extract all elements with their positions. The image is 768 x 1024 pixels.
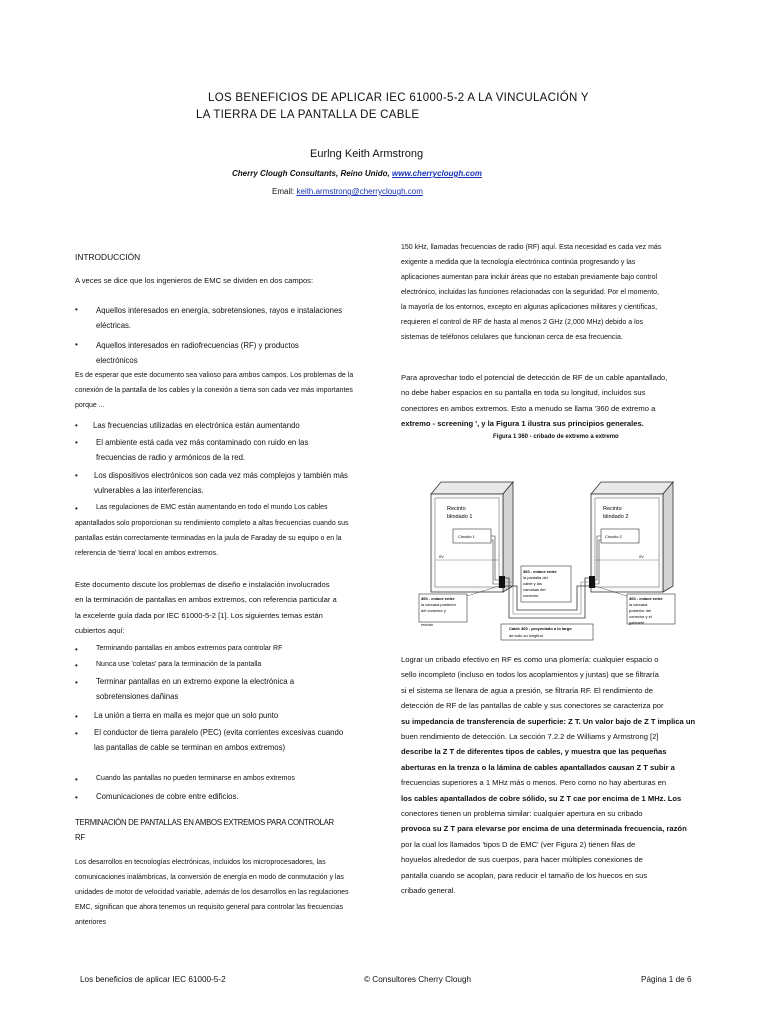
list-item: Aquellos interesados en radiofrecuencias (RF) y productos electrónicos [96, 341, 299, 365]
email-line [272, 187, 423, 196]
callout-right-line: conector y el [629, 614, 652, 619]
label-0v-right: 0V [639, 554, 644, 559]
bullet: • [75, 712, 78, 721]
title-line-1: LOS BENEFICIOS DE APLICAR IEC 61000-5-2 A LA VINCULACIÓN Y [208, 92, 589, 104]
affiliation-text: Cherry Clough Consultants, Reino Unido, [232, 169, 390, 178]
callout-center-line: 360 - enlace entre [523, 569, 557, 574]
label-0v-left: 0V [439, 554, 444, 559]
callout-right-line: gabinete [629, 620, 645, 625]
callout-left-line: la carcasa posterior [421, 602, 456, 607]
list-item: Los dispositivos electrónicos son cada vez más complejos y también más vulnerables a las interferencias. [94, 471, 348, 495]
list-item: Terminando pantallas en ambos extremos para controlar RF [96, 645, 283, 652]
list-item: Las regulaciones de EMC están aumentando en todo el mundo Los cables [96, 504, 328, 511]
connector-left [499, 576, 505, 588]
callout-left-line: del conector y [421, 608, 446, 613]
callout-center-line: conector [523, 593, 539, 598]
paragraph-intro: A veces se dice que los ingenieros de EMC se dividen en dos campos: [75, 276, 314, 285]
list-item: Terminar pantallas en un extremo expone la electrónica a sobretensiones dañinas [96, 677, 295, 701]
figure-1-diagram [405, 446, 695, 642]
callout-center-line: cable y las [523, 581, 542, 586]
list-item: Cuando las pantallas no pueden terminarse en ambos extremos [96, 775, 295, 782]
paragraph: 150 kHz, llamadas frecuencias de radio (RF) aquí. Esta necesidad es cada vez más exigente a medida que la tecnología electrónica continúa progresando y las aplicaciones aumentan para incluir áreas que no estaban previamente bajo control electrónico, incluidas las funciones relacionadas con la seguridad. Por el momento, la mayoría de los entornos, excepto en algunas aplicaciones militares y científicas, requieren el control de RF de hasta al menos 2 GHz (2,000 MHz) debido a los sistemas de teléfonos celulares que funcionan cerca de esa frecuencia. [401, 244, 662, 341]
paragraph: Es de esperar que este documento sea valioso para ambos campos. Los problemas de la conexión de la pantalla de los cables y la conexión a tierra son cada vez más importantes porque ... [75, 372, 354, 409]
bullet: • [75, 438, 78, 447]
circuit-1-label: Circuito 1 [458, 534, 475, 539]
list-item: Aquellos interesados en energía, sobretensiones, rayos e instalaciones eléctricas. [96, 306, 343, 330]
bullet: • [75, 793, 78, 802]
heading-introduccion: INTRODUCCIÓN [75, 252, 141, 262]
label-blindado-2: blindado 2 [603, 514, 629, 520]
paragraph-topics: Este documento discute los problemas de diseño e instalación involucrados en la terminación de pantallas en ambos extremos, con referencia particular a la excelente guía dada por IEC 61000-5-2 [1]. Los siguientes temas están cubiertos aquí: [75, 580, 337, 636]
paragraph: Los desarrollos en tecnologías electrónicas, incluidos los microprocesadores, las comunicaciones inalámbricas, la conversión de energía en modo de conmutación y las unidades de motor de velocidad variable, además de los desarrollos en las regulaciones EMC, significan que ahora tenemos un requisito general para controlar las frecuencias anteriores [75, 859, 349, 926]
affiliation [232, 169, 482, 178]
callout-right-line: 360 - enlace entre [629, 596, 663, 601]
footer-center: © Consultores Cherry Clough [364, 975, 472, 984]
paragraph: apantallados solo proporcionan su rendimiento completo a altas frecuencias cuando sus pantallas están correctamente terminadas en la jaula de Faraday de su equipo o en la referencia de 'tierra' local en ambos extremos. [75, 520, 349, 557]
footer-left: Los beneficios de aplicar IEC 61000-5-2 [80, 975, 226, 984]
bullet: • [75, 471, 78, 480]
bullet: • [75, 305, 78, 314]
bullet: • [75, 340, 78, 349]
callout-center-line: la pantalla del [523, 575, 548, 580]
paragraph-zt: Lograr un cribado efectivo en RF es como una plomería: cualquier espacio o sello incompleto (incluso en todos los acoplamientos y juntas) que se filtraría si el sistema se llenara de agua a presión, se filtraría RF. El rendimiento de detección de RF de las pantallas de cable y sus conectores se caracteriza por su impedancia de transferencia de superficie: Z T. Un valor bajo de Z T implica un buen rendimiento de detección. La sección 7.2.2 de Williams y Armstrong [2] describe la Z T de diferentes tipos de cables, y muestra que las pequeñas aberturas en la trenza o la lámina de cables apantallados causan Z T subir a frecuencias superiores a 1 MHz más o menos. Pero como no hay aberturas en los cables apantallados de cobre sólido, su Z T cae por encima de 1 MHz. Los conectores tienen un problema similar: cualquier apertura en su cribado provoca su Z T para elevarse por encima de una determinada frecuencia, razón por la cual los llamados 'tipos D de EMC' (ver Figura 2) tienen filas de hoyuelos alrededor de sus cuerpos, para hacer múltiples conexiones de pantalla cuando se acoplan, para reducir el tamaño de los huecos en sus cribado general. [401, 655, 696, 896]
callout-bottom-line: de todo su longitud [509, 633, 543, 638]
list-item: Las frecuencias utilizadas en electrónica están aumentando [93, 421, 300, 430]
label-recinto-2: Recinto [603, 506, 622, 512]
callout-left-line: recinto [421, 622, 434, 627]
callout-left-line: 360 - enlace entre [421, 596, 455, 601]
connector-right [589, 576, 595, 588]
bullet: • [75, 421, 78, 430]
list-item: El ambiente está cada vez más contaminado con ruido en las frecuencias de radio y armónicos de la red. [96, 438, 309, 462]
list-item: El conductor de tierra paralelo (PEC) (evita corrientes excesivas cuando las pantallas de cable se terminan en ambos extremos) [94, 728, 344, 752]
callout-bottom-line: Cable 360 - proyectado a lo largo [509, 626, 572, 631]
section-heading-rf: TERMINACIÓN DE PANTALLAS EN AMBOS EXTREMOS PARA CONTROLAR RF [75, 818, 334, 842]
bullet: • [75, 504, 78, 513]
circuit-2-label: Circuito 2 [605, 534, 622, 539]
author: Eurlng Keith Armstrong [310, 148, 424, 160]
bullet: • [75, 661, 78, 670]
figure-caption: Figura 1 360 - cribado de extremo a extremo [493, 434, 619, 440]
bullet: • [75, 645, 78, 654]
callout-center-line: carcasas del [523, 587, 546, 592]
label-recinto-1: Recinto [447, 506, 466, 512]
email-link[interactable]: keith.armstrong@cherryclough.com [296, 187, 423, 196]
bullet: • [75, 775, 78, 784]
affiliation-link[interactable]: www.cherryclough.com [392, 169, 482, 178]
email-label: Email: [272, 187, 295, 196]
footer-page-number: Página 1 de 6 [641, 975, 692, 984]
list-item: Nunca use 'coletas' para la terminación de la pantalla [96, 661, 262, 668]
callout-right-line: posterior del [629, 608, 652, 613]
callout-right-line: la carcasa [629, 602, 648, 607]
bullet: • [75, 678, 78, 687]
list-item: La unión a tierra en malla es mejor que un solo punto [94, 711, 279, 720]
paragraph: Para aprovechar todo el potencial de detección de RF de un cable apantallado, no debe haber espacios en su pantalla en toda su longitud, incluidos sus conectores en ambos extremos. Esto a menudo se llama '360 de extremo a extremo - screening ', y la Figura 1 ilustra sus principios generales. [401, 373, 668, 429]
title-line-2: LA TIERRA DE LA PANTALLA DE CABLE [196, 109, 420, 121]
list-item: Comunicaciones de cobre entre edificios. [96, 792, 239, 801]
bullet: • [75, 729, 78, 738]
label-blindado-1: blindado 1 [447, 514, 473, 520]
